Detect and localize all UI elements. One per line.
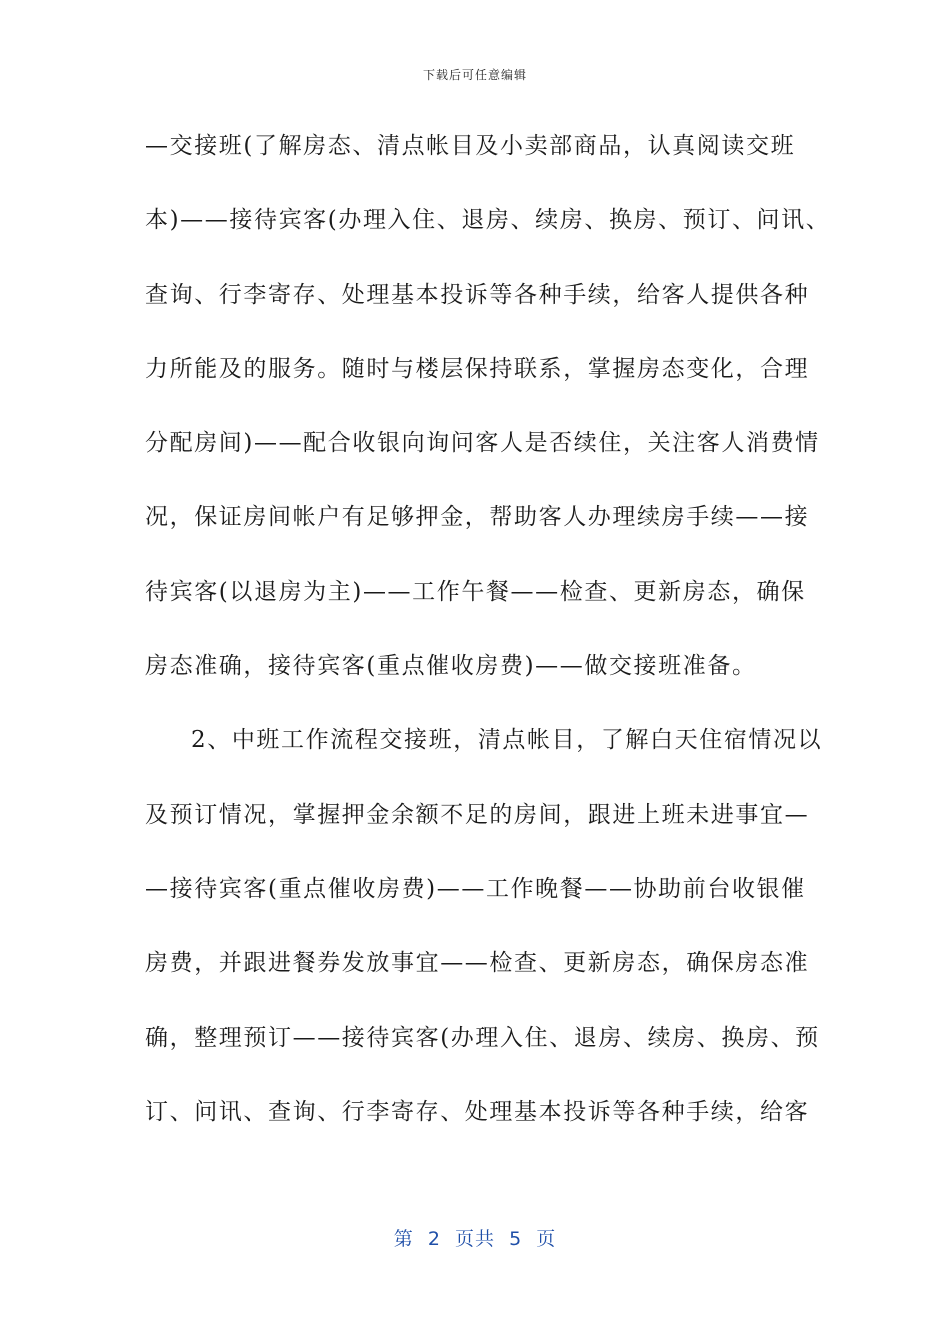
header-note: 下载后可任意编辑 [422, 68, 527, 82]
text-line: 订、问讯、查询、行李寄存、处理基本投诉等各种手续，给客 [145, 1098, 810, 1125]
text-line: 房态准确，接待宾客(重点催收房费)——做交接班准备。 [145, 653, 757, 680]
text-line: 况，保证房间帐户有足够押金，帮助客人办理续房手续——接 [145, 504, 810, 531]
text-line: —交接班(了解房态、清点帐目及小卖部商品，认真阅读交班 [145, 133, 796, 159]
text-line: 查询、行李寄存、处理基本投诉等各种手续，给客人提供各种 [145, 281, 810, 308]
text-line: 力所能及的服务。随时与楼层保持联系，掌握房态变化，合理 [145, 355, 810, 382]
text-line: 及预订情况，掌握押金余额不足的房间，跟进上班未进事宜— [145, 801, 810, 828]
text-line: —接待宾客(重点催收房费)——工作晚餐——协助前台收银催 [145, 875, 806, 902]
document-body [145, 121, 831, 1161]
text-line: 房费，并跟进餐券发放事宜——检查、更新房态，确保房态准 [145, 950, 810, 977]
text-line: 分配房间)——配合收银向询问客人是否续住，关注客人消费情 [145, 430, 820, 457]
text-line: 待宾客(以退房为主)——工作午餐——检查、更新房态，确保 [145, 578, 806, 605]
text-line: 确，整理预订——接待宾客(办理入住、退房、续房、换房、预 [145, 1024, 820, 1051]
page-number: 第 2 页共 5 页 [393, 1228, 557, 1250]
paragraph-start-line: 2、中班工作流程交接班，清点帐目，了解白天住宿情况以 [191, 727, 823, 754]
text-line: 本)——接待宾客(办理入住、退房、续房、换房、预订、问讯、 [145, 207, 831, 234]
